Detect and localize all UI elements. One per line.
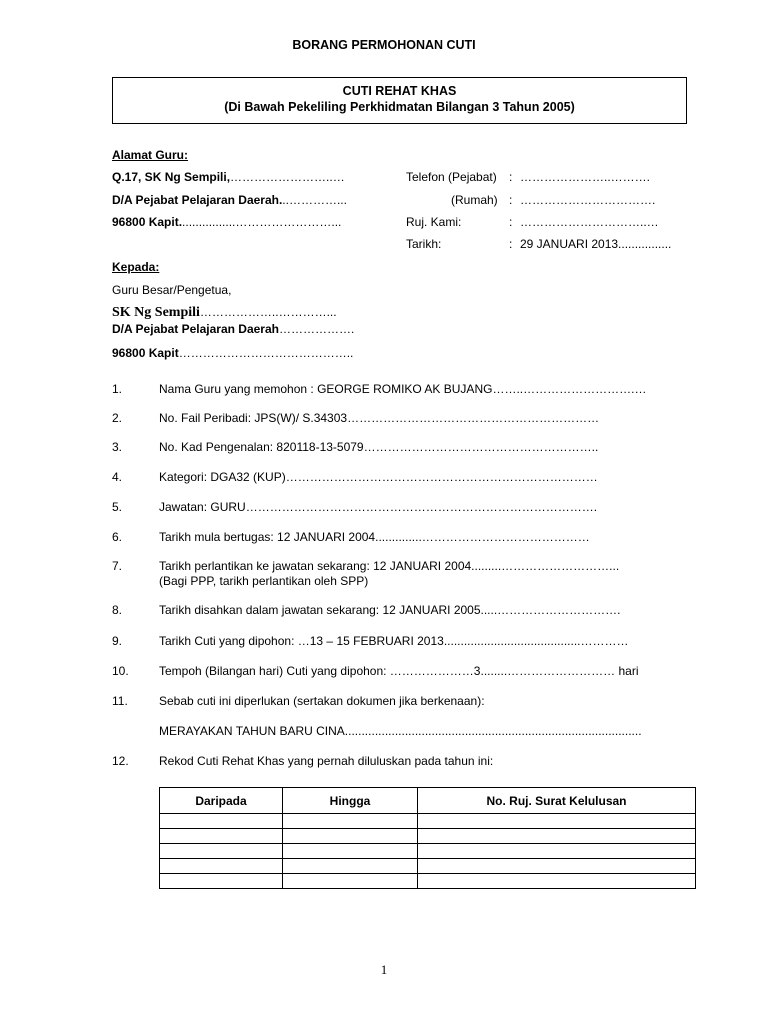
ruj-kami-value[interactable]: …………………………..…: [520, 215, 659, 229]
table-row: [160, 844, 696, 859]
tarikh-colon: :: [509, 237, 513, 251]
header-box-line2: (Di Bawah Pekeliling Perkhidmatan Bilangan 3 Tahun 2005): [224, 100, 575, 114]
tarikh-label: Tarikh:: [406, 237, 442, 251]
item-8-number: 8.: [112, 603, 123, 617]
alamat-line3-dots: ................……………………...: [182, 215, 342, 229]
item-11-text: Sebab cuti ini diperlukan (sertakan dokumen jika berkenaan):: [159, 694, 485, 708]
kepada-line3: [112, 322, 354, 336]
item-7-note: (Bagi PPP, tarikh perlantikan oleh SPP): [159, 574, 369, 588]
cell-hingga[interactable]: [283, 814, 418, 829]
rumah-colon: :: [509, 193, 513, 207]
table-row: [160, 814, 696, 829]
alamat-line3-text: 96800 Kapit.: [112, 215, 183, 229]
tarikh-value[interactable]: 29 JANUARI 2013................: [520, 237, 672, 251]
cell-hingga[interactable]: [283, 829, 418, 844]
item-6-text[interactable]: Tarikh mula bertugas: 12 JANUARI 2004..............……………………………………: [159, 530, 590, 544]
ruj-kami-colon: :: [509, 215, 513, 229]
kepada-line4-dots: ……………………………………..: [178, 346, 354, 360]
header-hingga: Hingga: [283, 788, 418, 814]
cell-no-ruj[interactable]: [418, 874, 696, 889]
form-title: BORANG PERMOHONAN CUTI: [292, 38, 476, 52]
table-row: [160, 874, 696, 889]
cell-no-ruj[interactable]: [418, 859, 696, 874]
cell-hingga[interactable]: [283, 859, 418, 874]
item-12-number: 12.: [112, 754, 129, 768]
header-box-line1: CUTI REHAT KHAS: [342, 84, 457, 98]
item-3-text[interactable]: No. Kad Pengenalan: 820118-13-5079…………………………………………………..: [159, 440, 599, 454]
item-2-number: 2.: [112, 411, 123, 425]
kepada-line2: [112, 305, 337, 321]
item-9-number: 9.: [112, 634, 123, 648]
alamat-line2: [112, 193, 347, 207]
rumah-value[interactable]: …………………………….: [520, 193, 656, 207]
item-5-number: 5.: [112, 500, 123, 514]
item-5-text[interactable]: Jawatan: GURU…………………………………………………………………………….: [159, 500, 598, 514]
table-row: [160, 859, 696, 874]
item-7-text[interactable]: Tarikh perlantikan ke jawatan sekarang: 12 JANUARI 2004.........………………………...: [159, 559, 620, 573]
item-9-text[interactable]: Tarikh Cuti yang dipohon: …13 – 15 FEBRUARI 2013.........................................…………: [159, 634, 629, 648]
alamat-line1-text: Q.17, SK Ng Sempili,: [112, 170, 231, 184]
item-11-reason[interactable]: MERAYAKAN TAHUN BARU CINA.........................................................................................: [159, 724, 642, 738]
cell-no-ruj[interactable]: [418, 829, 696, 844]
alamat-heading: Alamat Guru:: [112, 148, 189, 162]
item-1-number: 1.: [112, 382, 123, 396]
telefon-pejabat-colon: :: [509, 170, 513, 184]
item-10-text[interactable]: Tempoh (Bilangan hari) Cuti yang dipohon: …………………3........……………………… hari: [159, 664, 639, 678]
cell-daripada[interactable]: [160, 844, 283, 859]
item-3-number: 3.: [112, 440, 123, 454]
kepada-line3-dots: ……………….: [278, 322, 355, 336]
table-row: [160, 829, 696, 844]
cell-hingga[interactable]: [283, 844, 418, 859]
cell-daripada[interactable]: [160, 874, 283, 889]
kepada-line4-text: 96800 Kapit: [112, 346, 179, 360]
cell-daripada[interactable]: [160, 814, 283, 829]
cell-no-ruj[interactable]: [418, 814, 696, 829]
kepada-line2-dots: ………………..…………...: [199, 305, 337, 319]
record-table: [159, 787, 696, 889]
alamat-line1-dots: ……………………..…: [230, 170, 345, 184]
item-12-text: Rekod Cuti Rehat Khas yang pernah diluluskan pada tahun ini:: [159, 754, 494, 768]
kepada-line2-text: SK Ng Sempili: [112, 305, 200, 320]
item-1-text[interactable]: Nama Guru yang memohon : GEORGE ROMIKO AK BUJANG……..……………………….…: [159, 382, 647, 396]
item-6-number: 6.: [112, 530, 123, 544]
item-8-text[interactable]: Tarikh disahkan dalam jawatan sekarang: 12 JANUARI 2005.....………………………….: [159, 603, 621, 617]
alamat-line3: [112, 215, 341, 229]
alamat-line1: [112, 170, 345, 184]
item-4-text[interactable]: Kategori: DGA32 (KUP)……………………………………………………………………: [159, 470, 598, 484]
alamat-line2-text: D/A Pejabat Pelajaran Daerah.: [112, 193, 283, 207]
cell-daripada[interactable]: [160, 859, 283, 874]
alamat-line2-dots: ..…………...: [282, 193, 347, 207]
ruj-kami-label: Ruj. Kami:: [406, 215, 462, 229]
rumah-label: (Rumah): [451, 193, 498, 207]
header-box: [112, 77, 687, 124]
item-4-number: 4.: [112, 470, 123, 484]
item-7-number: 7.: [112, 559, 123, 573]
cell-daripada[interactable]: [160, 829, 283, 844]
cell-hingga[interactable]: [283, 874, 418, 889]
item-2-text[interactable]: No. Fail Peribadi: JPS(W)/ S.34303………………………………………………………: [159, 411, 600, 425]
item-11-number: 11.: [112, 694, 128, 708]
telefon-pejabat-label: Telefon (Pejabat): [406, 170, 497, 184]
kepada-line1: Guru Besar/Pengetua,: [112, 283, 232, 297]
page-number: 1: [380, 962, 388, 977]
header-daripada: Daripada: [160, 788, 283, 814]
cell-no-ruj[interactable]: [418, 844, 696, 859]
kepada-line3-text: D/A Pejabat Pelajaran Daerah: [112, 322, 279, 336]
kepada-line4: [112, 346, 353, 360]
header-no-ruj-surat: No. Ruj. Surat Kelulusan: [418, 788, 696, 814]
kepada-heading: Kepada:: [112, 260, 160, 274]
item-10-number: 10.: [112, 664, 129, 678]
record-table-header-row: [160, 788, 696, 814]
telefon-pejabat-value[interactable]: …………………..……….: [520, 170, 651, 184]
